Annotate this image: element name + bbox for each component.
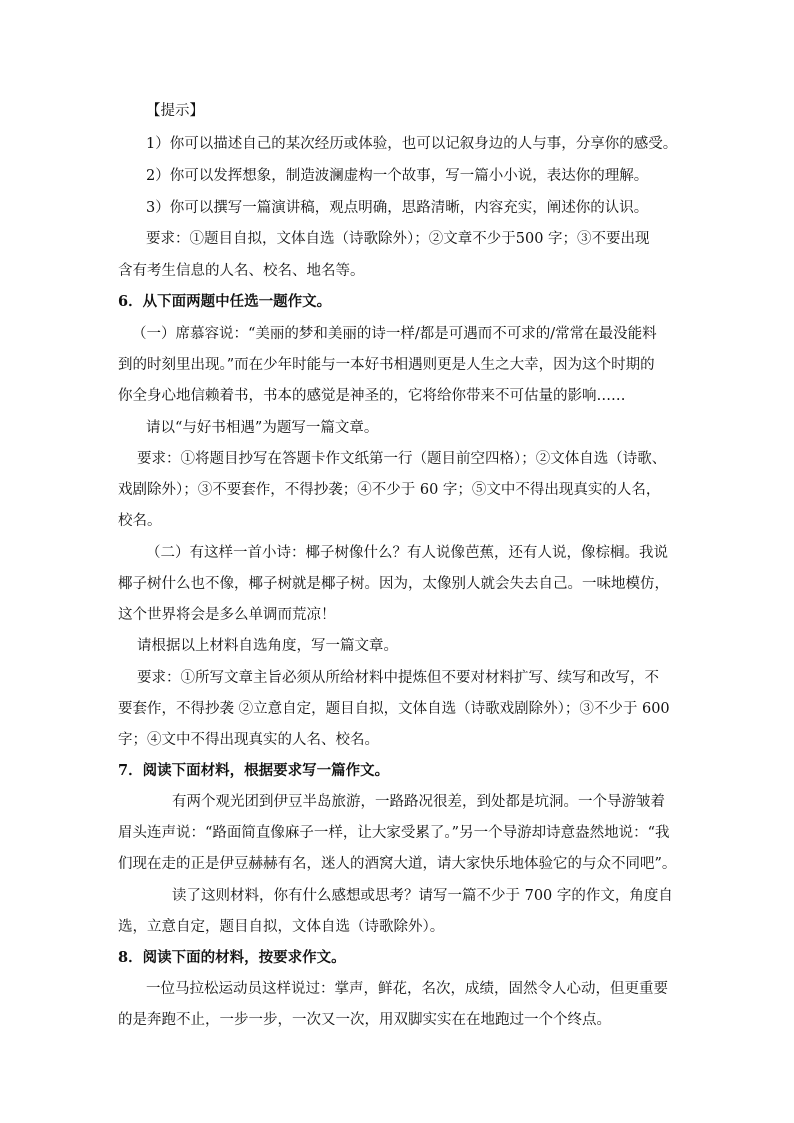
q6-part1-line-2: 到的时刻里出现。”而在少年时能与一本好书相遇则更是人生之大幸，因为这个时期的 <box>118 357 655 373</box>
hint-requirement-line-2: 含有考生信息的人名、校名、地名等。 <box>118 263 365 279</box>
hint-title: 【提示】 <box>146 103 204 119</box>
q6-part2-requirement-1: 要求：①所写文章主旨必须从所给材料中提炼但不要对材料扩写、续写和改写，不 <box>137 670 659 686</box>
q7-line-5: 选，立意自定，题目自拟，文体自选（诗歌除外）。 <box>118 919 445 935</box>
question-6-title: 6．从下面两题中任选一题作文。 <box>118 293 332 310</box>
q6-part2-prompt: 请根据以上材料自选角度，写一篇文章。 <box>137 638 398 654</box>
q8-line-2: 的是奔跑不止，一步一步，一次又一次，用双脚实实在在地跑过一个个终点。 <box>118 1012 611 1028</box>
q6-part1-line-1: （一）席慕容说：“美丽的梦和美丽的诗一样/都是可遇而不可求的/常常在最没能料 <box>132 326 657 342</box>
hint-requirement-line-1: 要求：①题目自拟，文体自选（诗歌除外）；②文章不少于500 字；③不要出现 <box>146 231 650 247</box>
q6-part2-line-1: （二）有这样一首小诗：椰子树像什么？有人说像芭蕉，还有人说，像棕榈。我说 <box>146 545 668 561</box>
q8-line-1: 一位马拉松运动员这样说过：掌声，鲜花，名次，成绩，固然令人心动，但更重要 <box>146 981 668 997</box>
q7-line-4: 读了这则材料，你有什么感想或思考？请写一篇不少于 700 字的作文，角度自 <box>172 888 673 904</box>
q6-part1-prompt: 请以“与好书相遇”为题写一篇文章。 <box>146 420 379 436</box>
question-7-title: 7．阅读下面材料，根据要求写一篇作文。 <box>118 762 390 779</box>
q6-part1-line-3: 你全身心地信赖着书，书本的感觉是神圣的，它将给你带来不可估量的影响…… <box>118 388 626 404</box>
q6-part2-line-3: 这个世界将会是多么单调而荒凉！ <box>118 607 336 623</box>
q6-part1-requirement-3: 校名。 <box>118 513 162 529</box>
hint-item-3: 3）你可以撰写一篇演讲稿，观点明确，思路清晰，内容充实，阐述你的认识。 <box>146 200 649 216</box>
question-8-title: 8．阅读下面的材料，按要求作文。 <box>118 949 346 966</box>
q6-part2-requirement-3: 字；④文中不得出现真实的人名、校名。 <box>118 732 379 748</box>
q6-part2-line-2: 椰子树什么也不像，椰子树就是椰子树。因为，太像别人就会失去自己。一味地模仿， <box>118 576 669 592</box>
hint-item-2: 2）你可以发挥想象，制造波澜虚构一个故事，写一篇小小说，表达你的理解。 <box>146 168 649 184</box>
q7-line-3: 们现在走的正是伊豆赫赫有名，迷人的酒窝大道，请大家快乐地体验它的与众不同吧”。 <box>118 856 677 872</box>
q6-part2-requirement-2: 要套作，不得抄袭 ②立意自定，题目自拟，文体自选（诗歌戏剧除外）；③不少于 600 <box>118 701 670 717</box>
q6-part1-requirement-2: 戏剧除外）；③不要套作，不得抄袭；④不少于 60 字；⑤文中不得出现真实的人名， <box>118 482 661 498</box>
q7-line-2: 眉头连声说：“路面简直像麻子一样，让大家受累了。”另一个导游却诗意盎然地说：“我 <box>118 825 670 841</box>
q6-part1-requirement-1: 要求：①将题目抄写在答题卡作文纸第一行（题目前空四格）；②文体自选（诗歌、 <box>137 451 667 467</box>
q7-line-1: 有两个观光团到伊豆半岛旅游，一路路况很差，到处都是坑洞。一个导游皱着 <box>172 794 665 810</box>
hint-item-1: 1）你可以描述自己的某次经历或体验，也可以记叙身边的人与事，分享你的感受。 <box>146 136 678 152</box>
